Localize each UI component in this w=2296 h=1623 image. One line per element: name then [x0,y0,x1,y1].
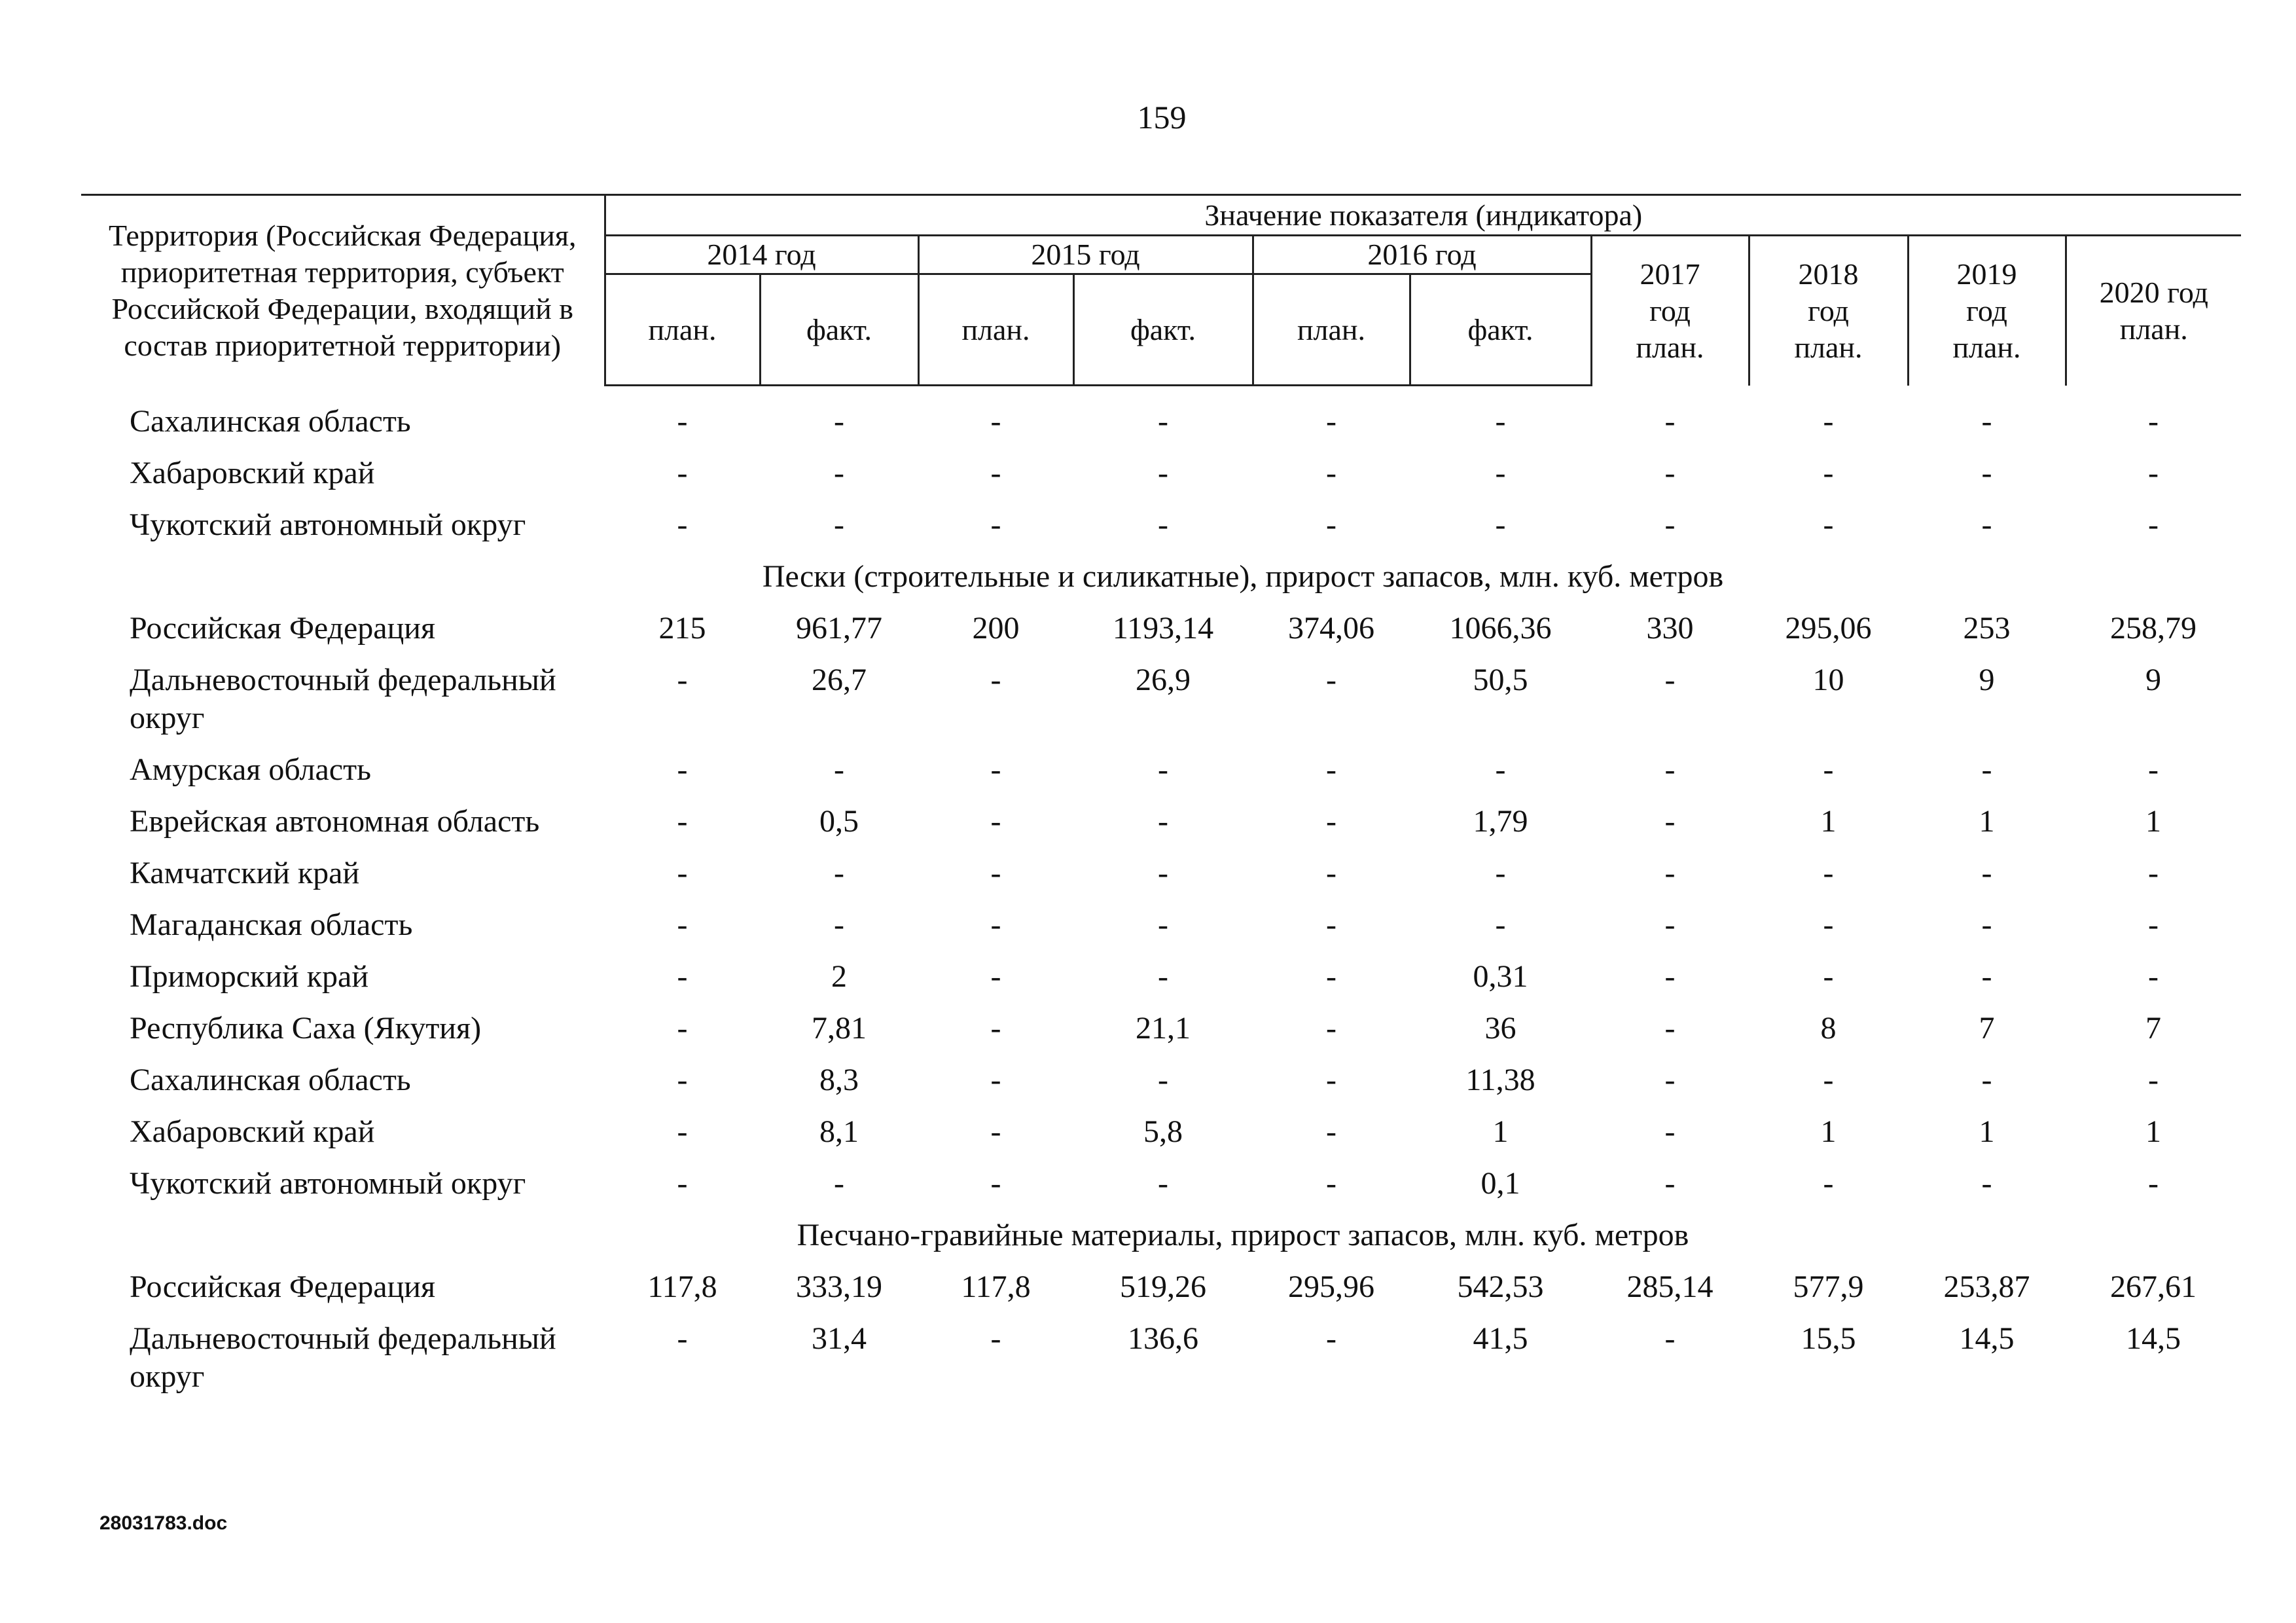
value-cell: - [677,1166,688,1201]
value-cell: - [990,1063,1001,1097]
value-cell: - [1981,752,1992,787]
value-cell: - [1664,959,1676,994]
table-row [81,906,2241,958]
value-cell: 253,87 [1943,1269,2030,1304]
value-cell: - [990,907,1001,942]
territory-name: Магаданская область [130,907,413,942]
fact-2014-header: факт. [760,274,918,386]
value-cell: - [834,752,844,787]
value-cell: 519,26 [1120,1269,1206,1304]
value-cell: - [834,1166,844,1201]
value-cell: 7 [2145,1011,2161,1046]
table-row [81,403,2241,454]
value-cell: - [1495,907,1506,942]
value-cell: - [1495,752,1506,787]
value-cell: 1066,36 [1449,611,1552,646]
value-cell: - [1664,404,1676,439]
value-cell: - [677,752,688,787]
value-cell: - [677,663,688,697]
value-cell: - [1981,856,1992,890]
value-cell: 1 [2145,804,2161,839]
value-cell: - [1326,804,1336,839]
fact-2016-header: факт. [1410,274,1591,386]
value-cell: - [1495,456,1506,490]
value-cell: 285,14 [1626,1269,1713,1304]
value-cell: - [1158,1063,1168,1097]
value-cell: - [1158,856,1168,890]
value-cell: - [2148,404,2159,439]
value-cell: 2 [831,959,847,994]
value-cell: 5,8 [1143,1114,1183,1149]
value-cell: 0,5 [819,804,859,839]
value-cell: 577,9 [1793,1269,1864,1304]
table-row [81,803,2241,854]
value-cell: - [1823,752,1834,787]
value-cell: - [1326,1063,1336,1097]
table-row [81,854,2241,906]
value-cell: - [677,959,688,994]
value-cell: - [834,507,844,542]
value-cell: 41,5 [1473,1321,1528,1356]
data-table [81,403,2241,1410]
territory-name: Республика Саха (Якутия) [130,1011,482,1046]
year-2018-header: 2018 год план. [1749,236,1908,386]
value-cell: - [990,1166,1001,1201]
fact-2015-header: факт. [1073,274,1253,386]
value-cell: - [1158,907,1168,942]
value-cell: - [2148,1063,2159,1097]
value-cell: 0,31 [1473,959,1528,994]
value-cell: - [2148,856,2159,890]
value-cell: - [990,856,1001,890]
value-cell: - [1158,959,1168,994]
value-cell: 258,79 [2110,611,2197,646]
value-cell: 8,3 [819,1063,859,1097]
value-cell: 11,38 [1465,1063,1535,1097]
value-cell: - [1664,804,1676,839]
territory-name: Российская Федерация [130,611,436,646]
table-row [81,751,2241,803]
value-cell: 14,5 [1959,1321,2015,1356]
value-cell: 117,8 [961,1269,1031,1304]
value-cell: 9 [2145,663,2161,697]
value-cell: - [1158,456,1168,490]
value-cell: 1 [1820,1114,1837,1149]
table-header [81,194,2241,386]
value-cell: - [1664,1011,1676,1046]
section-heading-row [81,1216,2241,1268]
value-cell: - [1981,959,1992,994]
value-cell: - [1495,507,1506,542]
value-cell: - [834,907,844,942]
value-cell: 21,1 [1136,1011,1191,1046]
value-cell: - [1823,507,1834,542]
value-cell: - [1664,1166,1676,1201]
territory-name: Еврейская автономная область [130,804,540,839]
value-cell: - [1981,907,1992,942]
year-2020-header: 2020 год план. [2066,236,2241,386]
value-cell: 330 [1646,611,1694,646]
value-cell: - [1664,856,1676,890]
value-cell: - [1326,404,1336,439]
territory-name: Дальневосточный федеральный округ [130,1321,556,1394]
territory-name: Чукотский автономный округ [130,507,526,542]
value-cell: 8 [1820,1011,1837,1046]
page-number: 159 [1137,99,1187,136]
value-cell: 26,7 [812,663,867,697]
value-cell: - [1326,663,1336,697]
table-row [81,1061,2241,1113]
value-cell: 36 [1484,1011,1516,1046]
value-cell: 7 [1979,1011,1995,1046]
value-cell: 1 [1492,1114,1509,1149]
value-cell: - [1326,907,1336,942]
value-cell: 9 [1979,663,1995,697]
value-cell: - [1326,1114,1336,1149]
value-cell: - [1664,1063,1676,1097]
value-cell: - [1495,404,1506,439]
value-cell: - [1664,752,1676,787]
plan-2016-header: план. [1253,274,1410,386]
value-cell: 215 [658,611,706,646]
value-cell: - [2148,959,2159,994]
value-cell: 8,1 [819,1114,859,1149]
value-cell: - [2148,507,2159,542]
value-cell: 1 [2145,1114,2161,1149]
value-cell: - [1823,959,1834,994]
value-cell: - [990,404,1001,439]
indicator-header: Значение показателя (индикатора) [605,195,2241,236]
territory-name: Российская Федерация [130,1269,436,1304]
value-cell: - [677,1321,688,1356]
value-cell: - [990,1011,1001,1046]
value-cell: - [1664,663,1676,697]
value-cell: 14,5 [2126,1321,2181,1356]
territory-name: Хабаровский край [130,456,375,490]
value-cell: - [677,1114,688,1149]
value-cell: - [677,507,688,542]
value-cell: - [1158,752,1168,787]
table-row [81,958,2241,1010]
section-heading: Пески (строительные и силикатные), прирост запасов, млн. куб. метров [762,559,1724,594]
value-cell: 31,4 [812,1321,867,1356]
table-row [81,1113,2241,1165]
value-cell: - [990,663,1001,697]
value-cell: 1193,14 [1112,611,1214,646]
value-cell: - [834,856,844,890]
value-cell: - [1823,404,1834,439]
value-cell: 542,53 [1457,1269,1544,1304]
value-cell: - [1326,959,1336,994]
value-cell: - [1823,456,1834,490]
value-cell: - [677,804,688,839]
value-cell: - [677,456,688,490]
value-cell: 333,19 [796,1269,882,1304]
value-cell: - [1495,856,1506,890]
plan-2015-header: план. [918,274,1073,386]
table-row [81,454,2241,506]
value-cell: - [1158,404,1168,439]
value-cell: - [1823,856,1834,890]
value-cell: - [1823,1063,1834,1097]
value-cell: - [2148,456,2159,490]
territory-name: Амурская область [130,752,371,787]
value-cell: - [990,752,1001,787]
value-cell: - [1981,1166,1992,1201]
territory-name: Сахалинская область [130,1063,411,1097]
value-cell: 374,06 [1288,611,1374,646]
territory-name: Чукотский автономный округ [130,1166,526,1201]
value-cell: - [1981,1063,1992,1097]
value-cell: - [1664,507,1676,542]
value-cell: - [990,1321,1001,1356]
value-cell: - [990,456,1001,490]
value-cell: - [1158,507,1168,542]
value-cell: - [834,404,844,439]
value-cell: - [1326,752,1336,787]
value-cell: - [1326,1321,1336,1356]
value-cell: - [2148,752,2159,787]
year-2015-header: 2015 год [918,236,1253,274]
value-cell: - [1326,507,1336,542]
value-cell: - [1664,1114,1676,1149]
year-2014-header: 2014 год [605,236,918,274]
value-cell: - [1823,1166,1834,1201]
document-id: 28031783.doc [99,1512,228,1534]
year-2016-header: 2016 год [1253,236,1591,274]
plan-2014-header: план. [605,274,760,386]
territory-name: Сахалинская область [130,404,411,439]
value-cell: - [990,1114,1001,1149]
value-cell: 117,8 [647,1269,717,1304]
table-row [81,1268,2241,1320]
value-cell: 267,61 [2110,1269,2197,1304]
value-cell: 26,9 [1136,663,1191,697]
value-cell: - [1326,1011,1336,1046]
value-cell: 7,81 [812,1011,867,1046]
value-cell: 295,06 [1785,611,1872,646]
table-row [81,506,2241,558]
section-heading-row [81,558,2241,610]
value-cell: - [677,907,688,942]
value-cell: - [834,456,844,490]
section-heading: Песчано-гравийные материалы, прирост запасов, млн. куб. метров [797,1218,1689,1252]
value-cell: - [1326,856,1336,890]
value-cell: - [1158,1166,1168,1201]
territory-name: Камчатский край [130,856,360,890]
value-cell: - [1981,404,1992,439]
value-cell: - [1326,456,1336,490]
year-2017-header: 2017 год план. [1591,236,1749,386]
value-cell: - [677,404,688,439]
table-row [81,1010,2241,1061]
value-cell: - [1664,907,1676,942]
territory-name: Хабаровский край [130,1114,375,1149]
table-row [81,1320,2241,1410]
value-cell: - [1823,907,1834,942]
value-cell: - [1981,456,1992,490]
territory-name: Дальневосточный федеральный округ [130,663,556,735]
value-cell: 50,5 [1473,663,1528,697]
value-cell: - [677,856,688,890]
value-cell: - [990,959,1001,994]
value-cell: - [990,804,1001,839]
value-cell: - [1326,1166,1336,1201]
table-row [81,661,2241,751]
value-cell: - [1981,507,1992,542]
value-cell: 295,96 [1288,1269,1374,1304]
value-cell: 15,5 [1801,1321,1856,1356]
year-2019-header: 2019 год план. [1908,236,2066,386]
territory-name: Приморский край [130,959,369,994]
value-cell: - [677,1063,688,1097]
value-cell: - [1664,1321,1676,1356]
value-cell: - [2148,1166,2159,1201]
value-cell: 961,77 [796,611,882,646]
table-row [81,1165,2241,1216]
value-cell: - [1158,804,1168,839]
value-cell: - [990,507,1001,542]
value-cell: 1 [1979,1114,1995,1149]
value-cell: - [2148,907,2159,942]
value-cell: 253 [1963,611,2011,646]
value-cell: 200 [972,611,1020,646]
value-cell: - [1664,456,1676,490]
value-cell: 136,6 [1128,1321,1198,1356]
territory-header: Территория (Российская Федерация, приоритетная территория, субъект Российской Федерации, входящий в состав приоритетной территории) [81,195,605,386]
value-cell: 0,1 [1480,1166,1520,1201]
value-cell: - [677,1011,688,1046]
table-row [81,610,2241,661]
value-cell: 1,79 [1473,804,1528,839]
value-cell: 1 [1820,804,1837,839]
value-cell: 1 [1979,804,1995,839]
value-cell: 10 [1812,663,1844,697]
